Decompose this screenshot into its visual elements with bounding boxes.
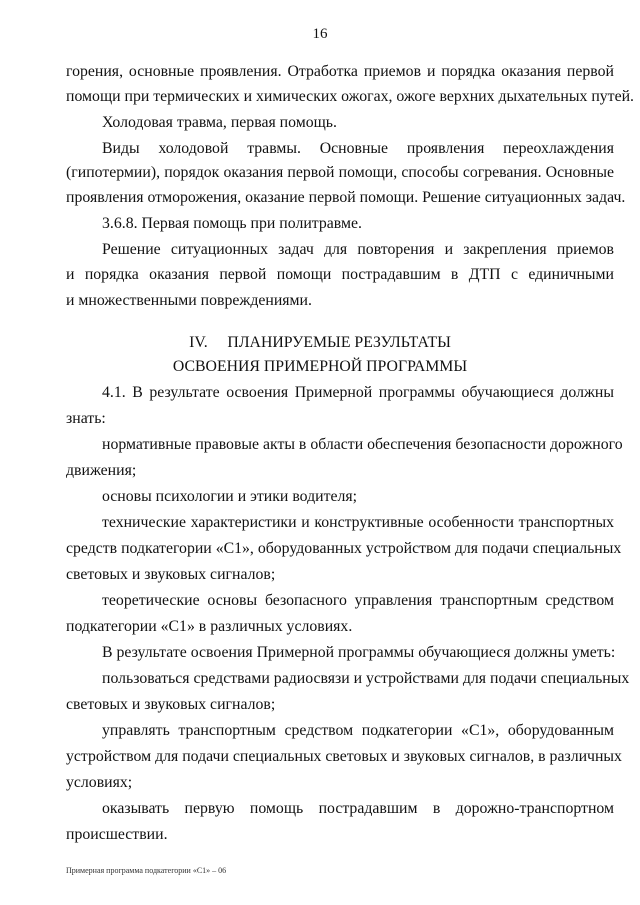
text-line: устройством для подачи специальных световых и звуковых сигналов, в различных (66, 748, 622, 765)
text-line: технические характеристики и конструктивные особенности транспортных (102, 514, 614, 531)
text-line: В результате освоения Примерной программы обучающиеся должны уметь: (102, 644, 616, 661)
text-line: Виды холодовой травмы. Основные проявления переохлаждения (102, 140, 614, 157)
section-heading: ОСВОЕНИЯ ПРИМЕРНОЙ ПРОГРАММЫ (172, 358, 468, 375)
text-line: знать: (66, 410, 106, 427)
text-line: световых и звуковых сигналов; (66, 696, 276, 713)
text-line: основы психологии и этики водителя; (102, 488, 358, 505)
text-line: горения, основные проявления. Отработка приемов и порядка оказания первой (66, 63, 614, 80)
text-line: проявления отморожения, оказание первой помощи. Решение ситуационных задач. (66, 189, 626, 206)
text-line: 4.1. В результате освоения Примерной программы обучающиеся должны (102, 384, 614, 401)
text-line: Холодовая травма, первая помощь. (102, 114, 337, 131)
text-line: условиях; (66, 774, 133, 791)
text-line: и порядка оказания первой помощи пострадавшим в ДТП с единичными (66, 266, 614, 283)
text-line: движения; (66, 462, 137, 479)
text-line: Решение ситуационных задач для повторения и закрепления приемов (102, 241, 614, 258)
text-line: (гипотермии), порядок оказания первой помощи, способы согревания. Основные (66, 164, 614, 181)
text-line: помощи при термических и химических ожогах, ожоге верхних дыхательных путей. (66, 88, 635, 105)
text-line: нормативные правовые акты в области обеспечения безопасности дорожного (102, 436, 623, 453)
text-line: пользоваться средствами радиосвязи и устройствами для подачи специальных (102, 670, 630, 687)
text-line: управлять транспортным средством подкатегории «C1», оборудованным (102, 722, 614, 739)
page-number: 16 (312, 26, 328, 42)
page-footer: Примерная программа подкатегории «C1» – 06 (66, 866, 227, 875)
text-line: 3.6.8. Первая помощь при политравме. (102, 215, 362, 232)
text-line: световых и звуковых сигналов; (66, 566, 276, 583)
text-line: и множественными повреждениями. (66, 292, 312, 309)
text-line: оказывать первую помощь пострадавшим в дорожно-транспортном (102, 800, 614, 817)
text-line: средств подкатегории «C1», оборудованных устройством для подачи специальных (66, 540, 622, 557)
text-line: теоретические основы безопасного управления транспортным средством (102, 592, 614, 609)
text-line: происшествии. (66, 826, 168, 843)
section-heading: IV. ПЛАНИРУЕМЫЕ РЕЗУЛЬТАТЫ (189, 334, 451, 351)
text-line: подкатегории «C1» в различных условиях. (66, 618, 353, 635)
